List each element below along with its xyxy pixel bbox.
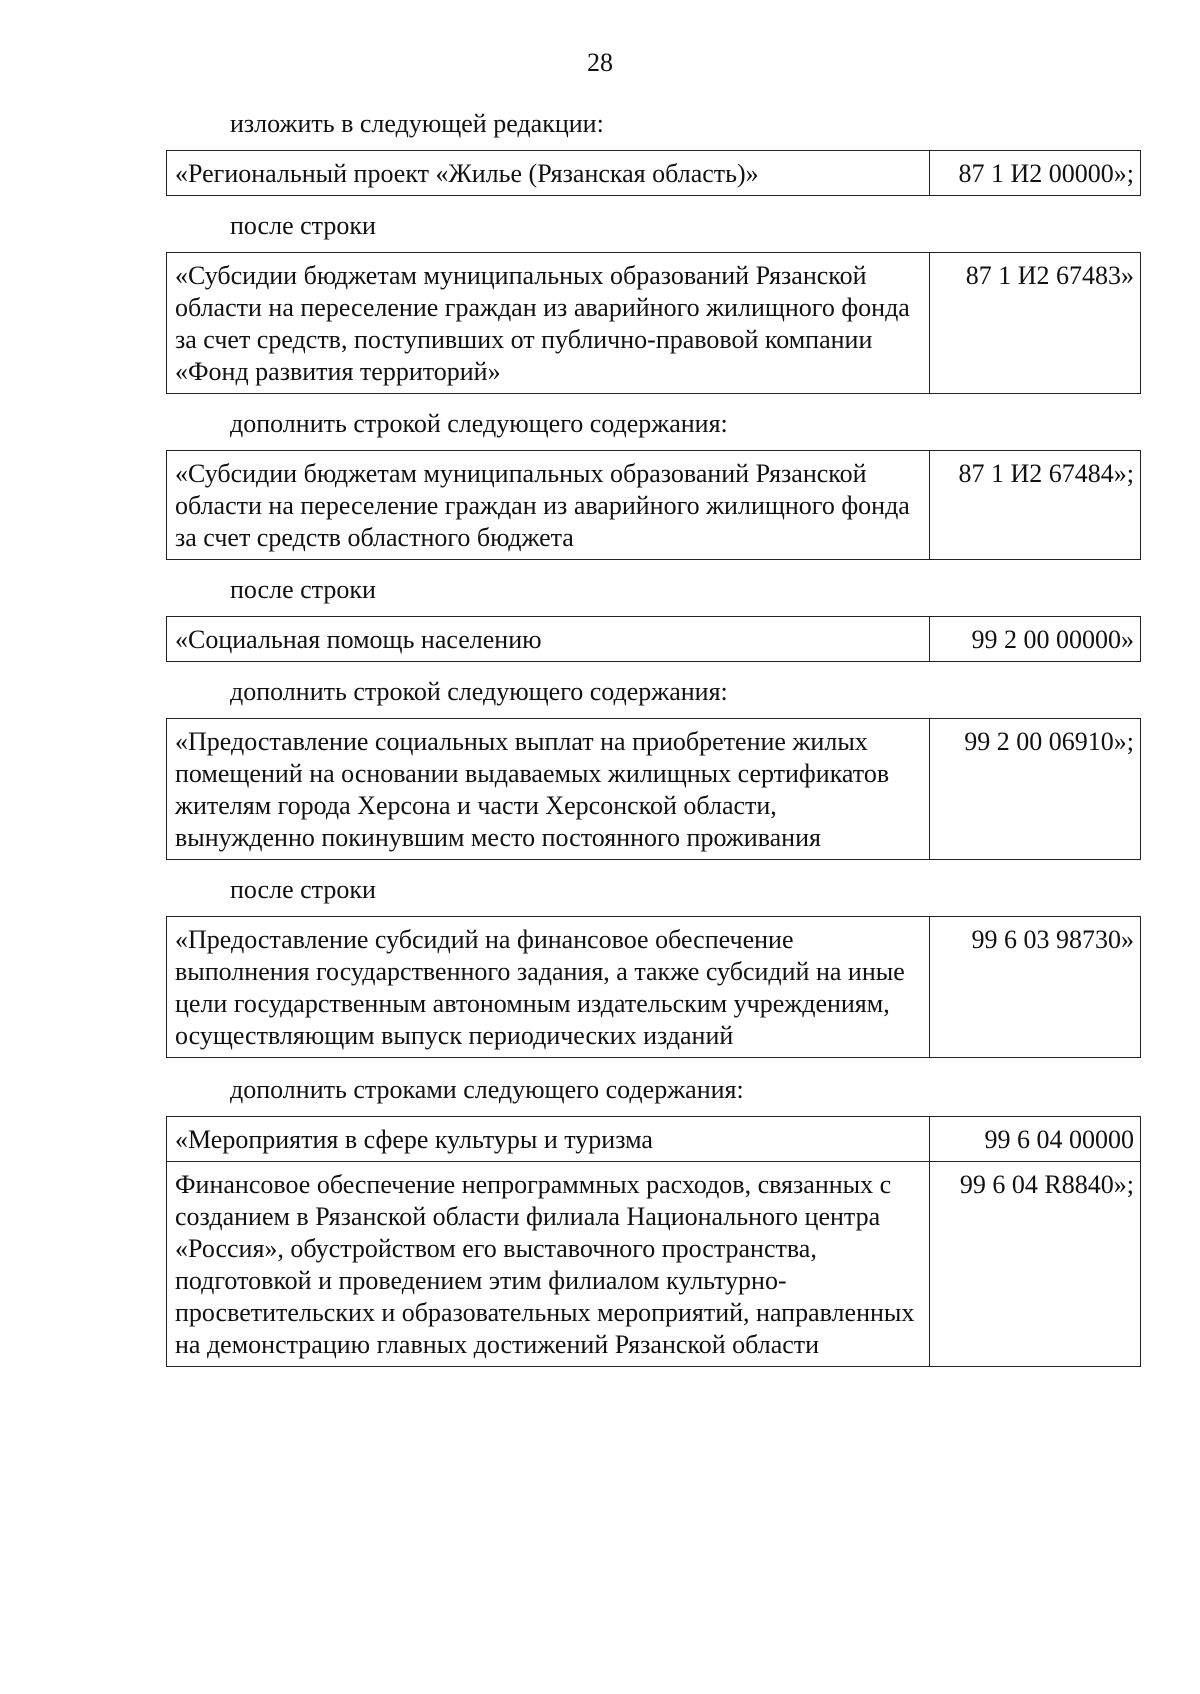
amendment-table	[166, 450, 1141, 560]
document-body	[166, 108, 1141, 1367]
amendment-table	[166, 916, 1141, 1058]
table-row	[167, 1117, 1141, 1162]
amendment-table	[166, 252, 1141, 394]
row-name-cell: «Мероприятия в сфере культуры и туризма	[167, 1117, 930, 1162]
table-row	[167, 151, 1141, 196]
instruction-text: дополнить строкой следующего содержания:	[230, 677, 728, 706]
amendment-table	[166, 1116, 1141, 1367]
amendment-table	[166, 150, 1141, 196]
table-row	[167, 451, 1141, 560]
row-code-cell: 87 1 И2 00000»;	[930, 151, 1141, 196]
row-code-cell: 87 1 И2 67484»;	[930, 451, 1141, 560]
instruction-text: после строки	[230, 875, 376, 904]
table-row	[167, 1162, 1141, 1367]
row-name-cell: «Социальная помощь населению	[167, 617, 930, 662]
table-row	[167, 253, 1141, 394]
instruction-text: после строки	[230, 211, 376, 240]
row-code-cell: 99 6 04 00000	[930, 1117, 1141, 1162]
row-code-cell: 99 6 04 R8840»;	[930, 1162, 1141, 1367]
instruction-text: дополнить строками следующего содержания:	[230, 1075, 744, 1104]
amendment-table	[166, 616, 1141, 662]
row-name-cell: «Региональный проект «Жилье (Рязанская область)»	[167, 151, 930, 196]
row-code-cell: 99 2 00 00000»	[930, 617, 1141, 662]
page-number: 28	[587, 48, 613, 77]
table-row	[167, 719, 1141, 860]
row-name-cell: «Предоставление социальных выплат на приобретение жилых помещений на основании выдаваемых жилищных сертификатов жителям города Херсона и части Херсонской области, вынужденно покинувшим место постоянного проживания	[167, 719, 930, 860]
instruction-text: дополнить строкой следующего содержания:	[230, 409, 728, 438]
table-row	[167, 917, 1141, 1058]
table-row	[167, 617, 1141, 662]
row-code-cell: 87 1 И2 67483»	[930, 253, 1141, 394]
row-name-cell: Финансовое обеспечение непрограммных расходов, связанных с созданием в Рязанской области филиала Национального центра «Россия», обустройством его выставочного пространства, подготовкой и проведением этим филиалом культурно-просветительских и образовательных мероприятий, направленных на демонстрацию главных достижений Рязанской области	[167, 1162, 930, 1367]
row-code-cell: 99 2 00 06910»;	[930, 719, 1141, 860]
row-code-cell: 99 6 03 98730»	[930, 917, 1141, 1058]
instruction-text: изложить в следующей редакции:	[230, 109, 604, 138]
amendment-table	[166, 718, 1141, 860]
row-name-cell: «Субсидии бюджетам муниципальных образований Рязанской области на переселение граждан из аварийного жилищного фонда за счет средств, поступивших от публично-правовой компании «Фонд развития территорий»	[167, 253, 930, 394]
instruction-text: после строки	[230, 575, 376, 604]
row-name-cell: «Предоставление субсидий на финансовое обеспечение выполнения государственного задания, а также субсидий на иные цели государственным автономным издательским учреждениям, осуществляющим выпуск периодических изданий	[167, 917, 930, 1058]
row-name-cell: «Субсидии бюджетам муниципальных образований Рязанской области на переселение граждан из аварийного жилищного фонда за счет средств областного бюджета	[167, 451, 930, 560]
